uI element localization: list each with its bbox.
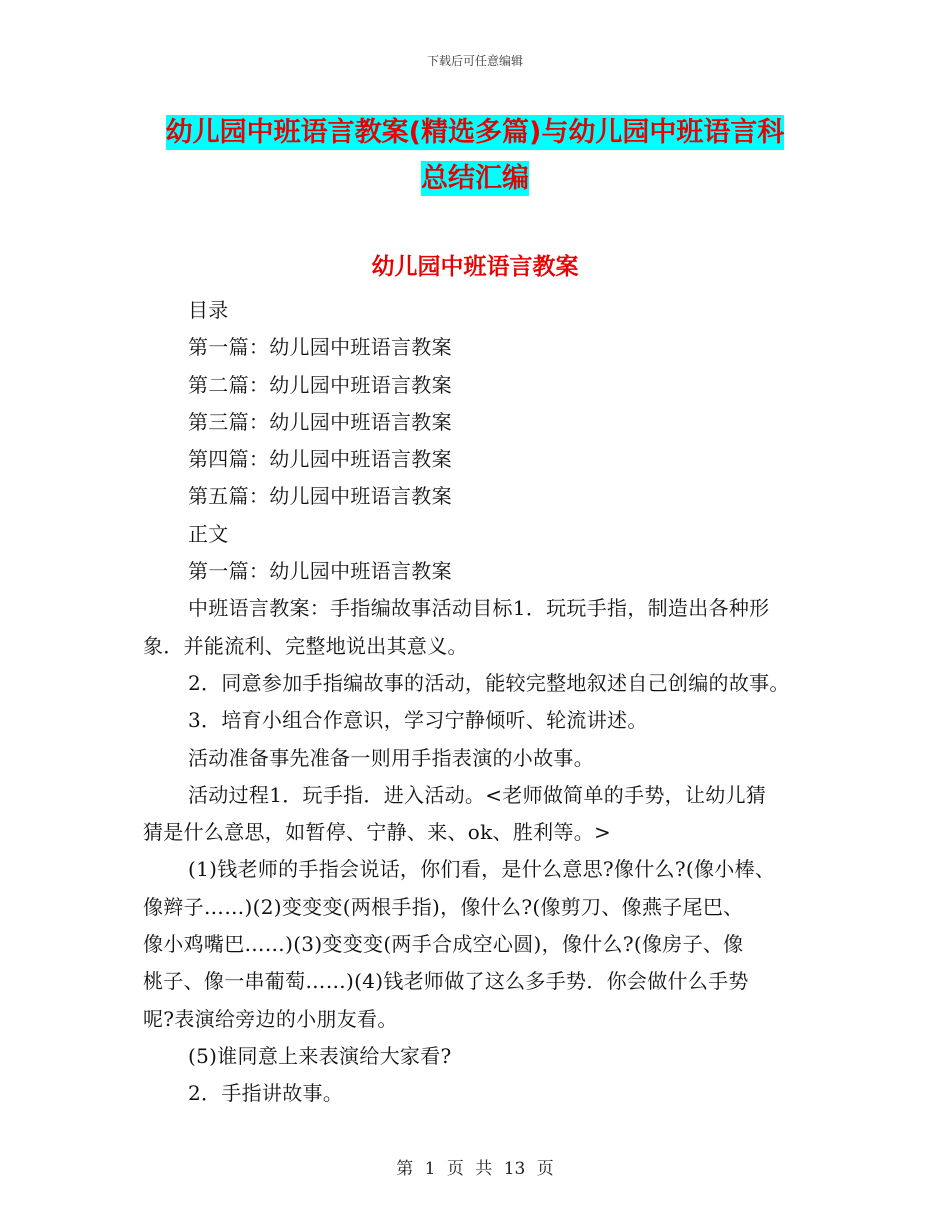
toc-item: 第三篇：幼儿园中班语言教案 (188, 409, 452, 434)
paragraph-line: 像辫子……)(2)变变变(两根手指)，像什么?(像剪刀、像燕子尾巴、 (143, 894, 744, 919)
paragraph-line: 2．同意参加手指编故事的活动，能较完整地叙述自己创编的故事。 (188, 670, 790, 695)
paragraph-line: 活动准备事先准备一则用手指表演的小故事。 (188, 745, 594, 770)
section-title: 幼儿园中班语言教案 (371, 254, 579, 280)
paragraph-line: 呢?表演给旁边的小朋友看。 (143, 1006, 398, 1031)
page-number-footer: 第 1 页 共 13 页 (396, 1159, 554, 1179)
paragraph-line: 活动过程1．玩手指．进入活动。<老师做简单的手势，让幼儿猜 (188, 782, 767, 807)
chapter-heading: 第一篇：幼儿园中班语言教案 (188, 559, 452, 584)
toc-item: 第五篇：幼儿园中班语言教案 (188, 484, 452, 509)
page-header-note: 下载后可任意编辑 (426, 54, 523, 68)
paragraph-line: 象．并能流利、完整地说出其意义。 (143, 633, 468, 658)
paragraph-line: 3．培育小组合作意识，学习宁静倾听、轮流讲述。 (188, 708, 648, 733)
paragraph-line: (5)谁同意上来表演给大家看? (188, 1043, 452, 1068)
paragraph-line: 中班语言教案：手指编故事活动目标1．玩玩手指，制造出各种形 (188, 596, 770, 621)
toc-item: 第二篇：幼儿园中班语言教案 (188, 372, 452, 397)
toc-item: 第四篇：幼儿园中班语言教案 (188, 447, 452, 472)
toc-heading: 目录 (188, 298, 229, 322)
paragraph-line: 猜是什么意思，如暂停、宁静、来、ok、胜利等。> (143, 820, 612, 845)
document-title-line-1 (0, 110, 950, 149)
paragraph-line: (1)钱老师的手指会说话，你们看，是什么意思?像什么?(像小棒、 (188, 857, 776, 882)
body-heading: 正文 (188, 521, 229, 546)
paragraph-line: 2．手指讲故事。 (188, 1081, 344, 1106)
title-highlight: 幼儿园中班语言教案(精选多篇)与幼儿园中班语言科 (165, 117, 785, 148)
document-body (143, 292, 813, 1113)
toc-item: 第一篇：幼儿园中班语言教案 (188, 335, 452, 360)
paragraph-line: 像小鸡嘴巴……)(3)变变变(两手合成空心圆)，像什么?(像房子、像 (143, 932, 744, 957)
document-title-line-2 (0, 156, 950, 195)
paragraph-line: 桃子、像一串葡萄……)(4)钱老师做了这么多手势．你会做什么手势 (143, 969, 749, 994)
title-highlight: 总结汇编 (421, 163, 529, 194)
